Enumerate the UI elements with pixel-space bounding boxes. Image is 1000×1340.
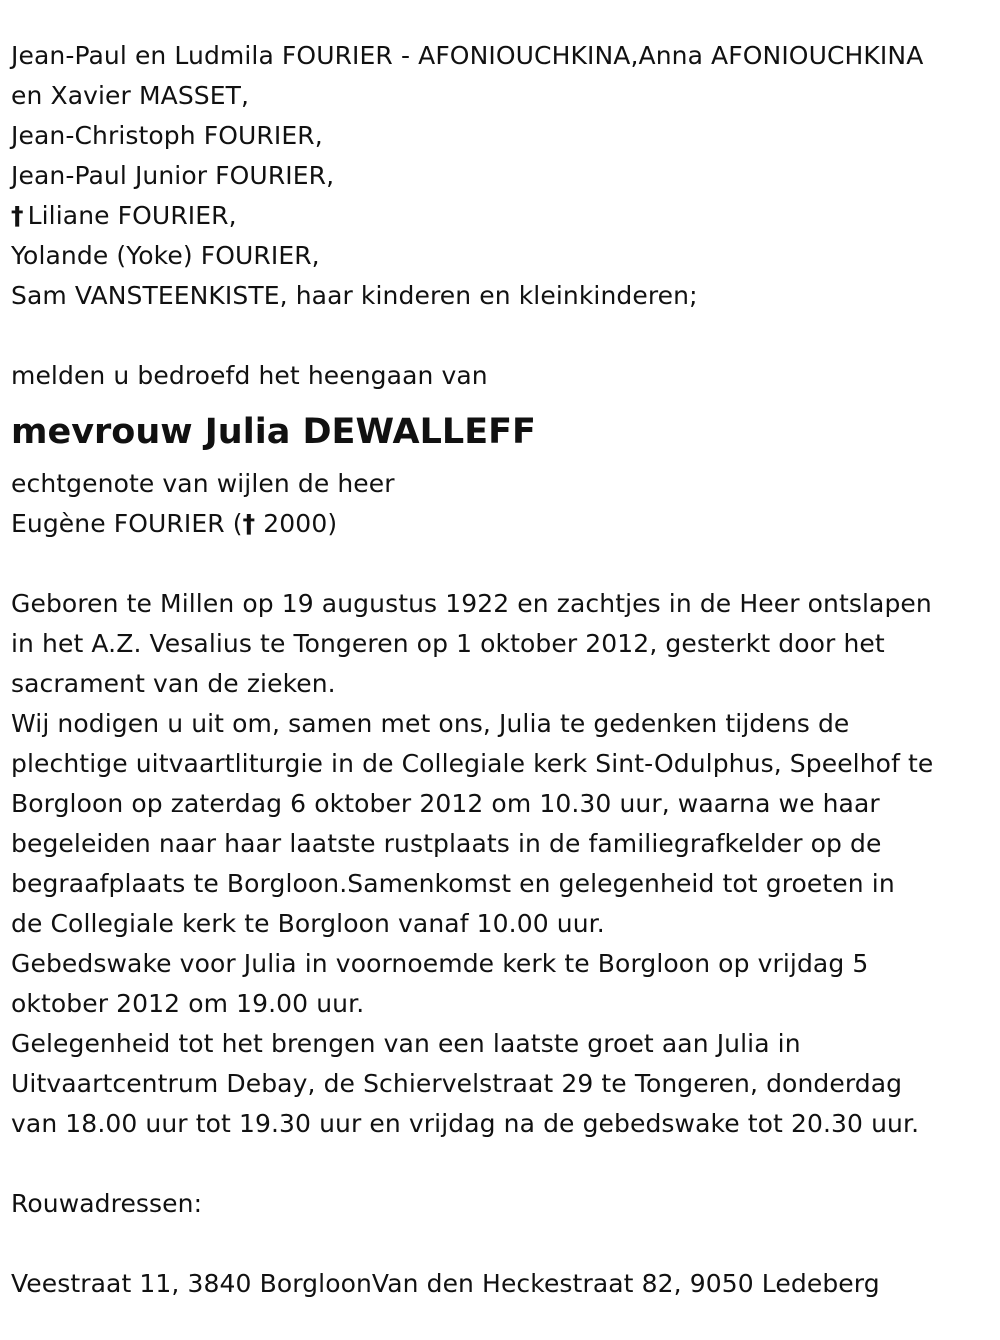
family-line-4: Jean-Paul Junior FOURIER, — [11, 161, 335, 190]
body-line: in het A.Z. Vesalius te Tongeren op 1 oktober 2012, gesterkt door het — [11, 629, 885, 658]
family-line-1: Jean-Paul en Ludmila FOURIER - AFONIOUCHKINA,Anna AFONIOUCHKINA — [11, 41, 924, 70]
family-line-5 — [11, 196, 1000, 236]
addresses-heading: Rouwadressen: — [11, 1189, 203, 1218]
body-line: Geboren te Millen op 19 augustus 1922 en zachtjes in de Heer ontslapen — [11, 589, 932, 618]
family-line-5-text: Liliane FOURIER, — [27, 201, 237, 230]
body-line: de Collegiale kerk te Borgloon vanaf 10.00 uur. — [11, 909, 605, 938]
body-line: Borgloon op zaterdag 6 oktober 2012 om 10.30 uur, waarna we haar — [11, 789, 880, 818]
body-line: plechtige uitvaartliturgie in de Collegiale kerk Sint-Odulphus, Speelhof te — [11, 749, 934, 778]
body-line: Gelegenheid tot het brengen van een laatste groet aan Julia in — [11, 1029, 801, 1058]
body-line: Wij nodigen u uit om, samen met ons, Julia te gedenken tijdens de — [11, 709, 850, 738]
spouse-name: Eugène FOURIER ( — [11, 509, 243, 538]
body-line: sacrament van de zieken. — [11, 669, 336, 698]
body-line: Uitvaartcentrum Debay, de Schiervelstraat 29 te Tongeren, donderdag — [11, 1069, 903, 1098]
family-line-3: Jean-Christoph FOURIER, — [11, 121, 323, 150]
family-line-7: Sam VANSTEENKISTE, haar kinderen en kleinkinderen; — [11, 281, 698, 310]
spacer — [11, 1224, 1000, 1264]
spouse-year: 2000) — [255, 509, 338, 538]
family-line-2: en Xavier MASSET, — [11, 81, 250, 110]
family-list — [11, 36, 1000, 316]
cross-icon: † — [11, 201, 24, 230]
deceased-name: mevrouw Julia DEWALLEFF — [11, 412, 536, 452]
cross-icon: † — [242, 509, 256, 538]
body-line: begeleiden naar haar laatste rustplaats in de familiegrafkelder op de — [11, 829, 882, 858]
spouse-line: echtgenote van wijlen de heer — [11, 469, 395, 498]
spacer — [11, 544, 1000, 584]
body-line: begraafplaats te Borgloon.Samenkomst en gelegenheid tot groeten in — [11, 869, 895, 898]
addresses-line: Veestraat 11, 3840 BorgloonVan den Heckestraat 82, 9050 Ledeberg — [11, 1269, 880, 1298]
body-line: van 18.00 uur tot 19.30 uur en vrijdag na de gebedswake tot 20.30 uur. — [11, 1109, 920, 1138]
announcement-text: melden u bedroefd het heengaan van — [11, 361, 488, 390]
family-line-6: Yolande (Yoke) FOURIER, — [11, 241, 320, 270]
spouse-name-line — [11, 504, 1000, 544]
body-line: oktober 2012 om 19.00 uur. — [11, 989, 365, 1018]
obituary-body — [11, 584, 1000, 1144]
body-line: Gebedswake voor Julia in voornoemde kerk te Borgloon op vrijdag 5 — [11, 949, 869, 978]
spacer — [11, 316, 1000, 356]
spacer — [11, 1144, 1000, 1184]
